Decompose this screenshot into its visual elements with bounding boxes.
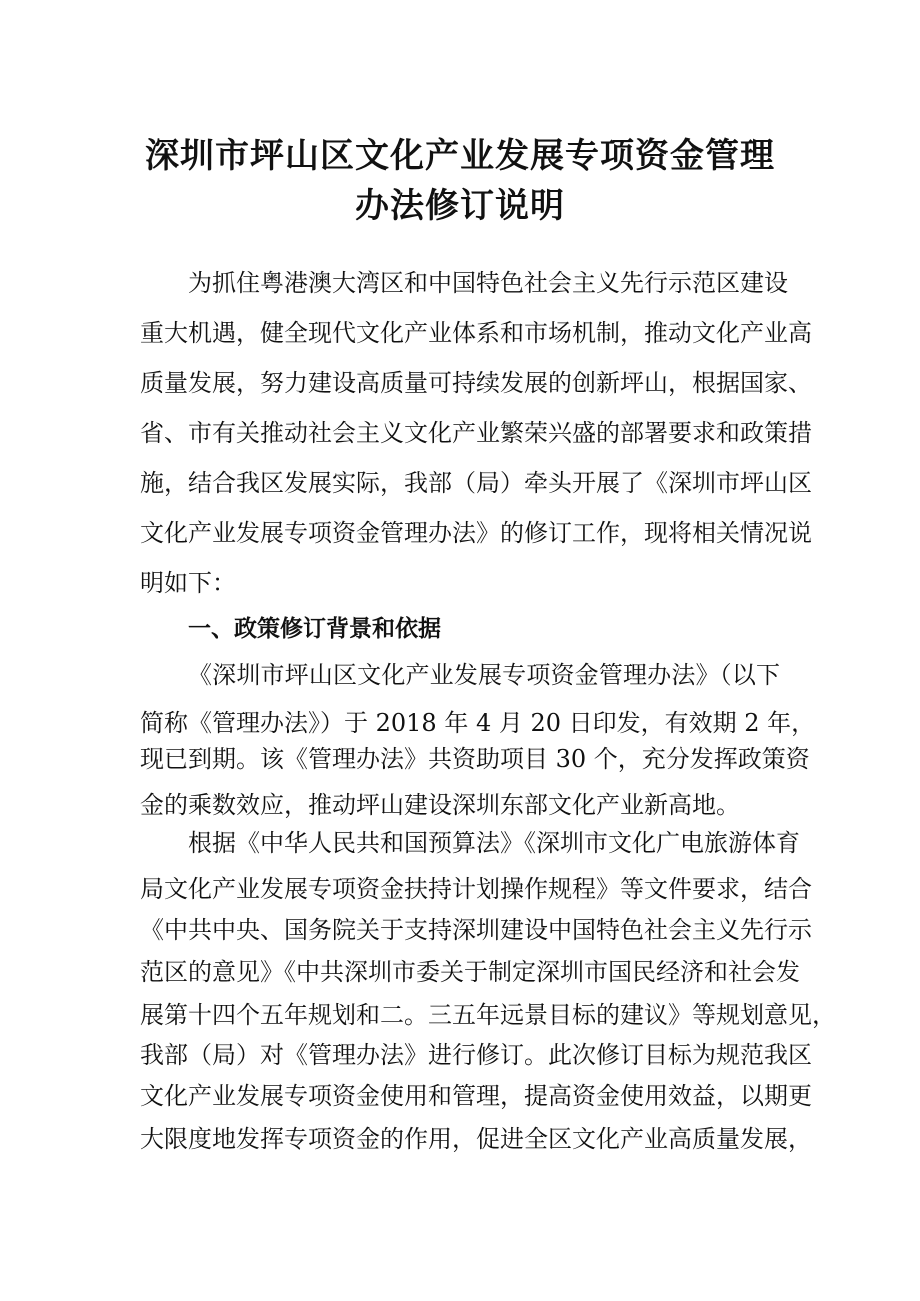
paragraph-line: 金的乘数效应，推动坪山建设深圳东部文化产业新高地。 — [140, 791, 740, 819]
paragraph-line: 《深圳市坪山区文化产业发展专项资金管理办法》（以下 — [188, 661, 780, 689]
intro-line: 施，结合我区发展实际，我部（局）牵头开展了《深圳市坪山区 — [140, 469, 812, 497]
section-heading: 一、政策修订背景和依据 — [188, 616, 441, 642]
paragraph-line: 根据《中华人民共和国预算法》《深圳市文化广电旅游体育 — [188, 829, 800, 857]
intro-line: 省、市有关推动社会主义文化产业繁荣兴盛的部署要求和政策措 — [140, 419, 812, 447]
intro-line: 质量发展，努力建设高质量可持续发展的创新坪山，根据国家、 — [140, 369, 812, 397]
paragraph-line: 文化产业发展专项资金使用和管理，提高资金使用效益，以期更 — [140, 1082, 812, 1110]
intro-line: 文化产业发展专项资金管理办法》的修订工作，现将相关情况说 — [140, 519, 812, 547]
intro-line: 明如下： — [140, 569, 236, 597]
paragraph-line: 局文化产业发展专项资金扶持计划操作规程》等文件要求，结合 — [140, 875, 812, 903]
intro-line: 重大机遇，健全现代文化产业体系和市场机制，推动文化产业高 — [140, 319, 812, 347]
paragraph-line: 我部（局）对《管理办法》进行修订。此次修订目标为规范我区 — [140, 1041, 812, 1069]
paragraph-line: 《中共中央、国务院关于支持深圳建设中国特色社会主义先行示 — [140, 916, 812, 944]
document-title-line-1: 深圳市坪山区文化产业发展专项资金管理 — [145, 136, 775, 176]
paragraph-line: 简称《管理办法》）于 2018 年 4 月 20 日印发，有效期 2 年， — [140, 709, 816, 737]
paragraph-line: 展第十四个五年规划和二。三五年远景目标的建议》等规划意见， — [140, 1001, 836, 1029]
intro-line: 为抓住粤港澳大湾区和中国特色社会主义先行示范区建设 — [188, 269, 788, 297]
document-title-line-2: 办法修订说明 — [355, 186, 565, 226]
paragraph-line: 现已到期。该《管理办法》共资助项目 30 个，充分发挥政策资 — [140, 745, 810, 773]
paragraph-line: 大限度地发挥专项资金的作用，促进全区文化产业高质量发展， — [140, 1125, 812, 1153]
paragraph-line: 范区的意见》《中共深圳市委关于制定深圳市国民经济和社会发 — [140, 958, 800, 986]
